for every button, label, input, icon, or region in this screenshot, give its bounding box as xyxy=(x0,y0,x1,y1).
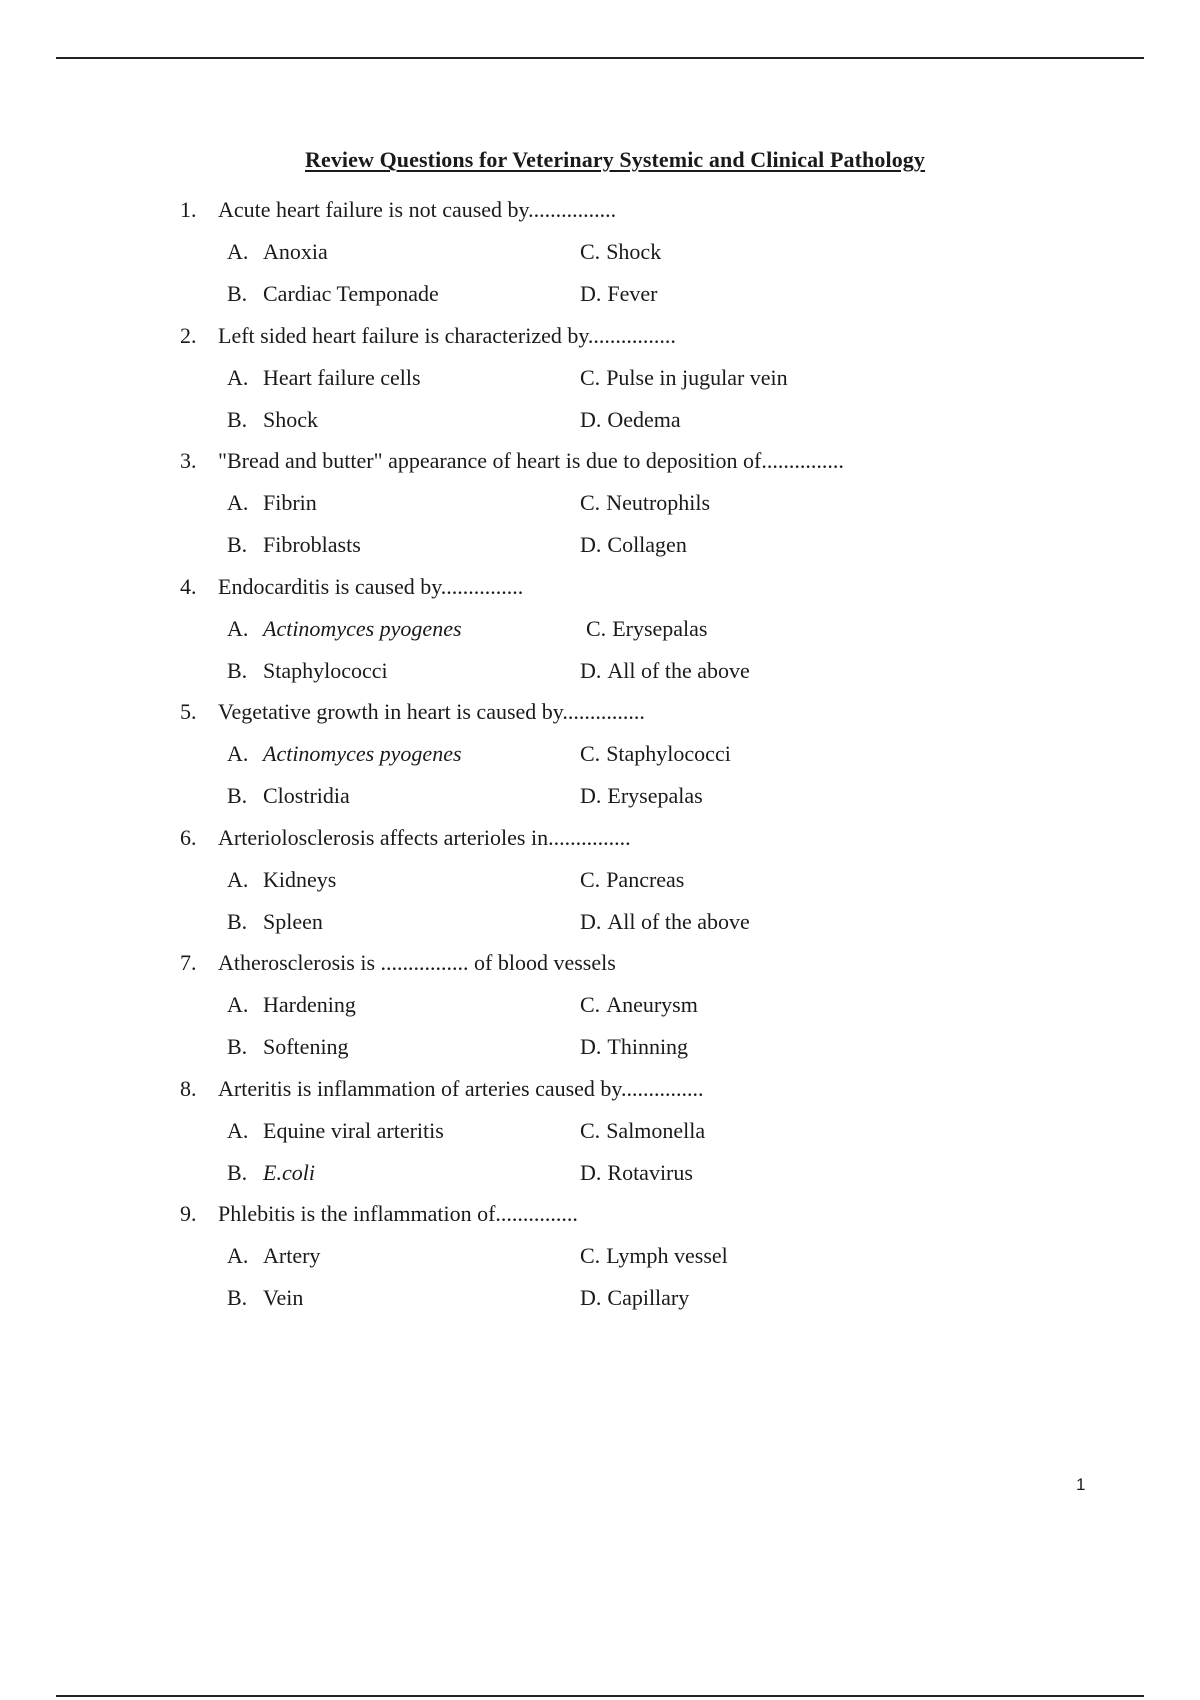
option-text: Fibrin xyxy=(263,490,317,515)
option-c xyxy=(580,240,661,264)
option-b xyxy=(227,1161,315,1185)
option-text: Clostridia xyxy=(263,783,350,808)
question-text: Phlebitis is the inflammation of............... xyxy=(218,1201,578,1226)
option-a xyxy=(227,742,462,766)
option-text: Staphylococci xyxy=(606,741,731,766)
option-letter: B. xyxy=(227,406,248,432)
question-stem xyxy=(180,449,844,473)
option-letter: C. xyxy=(580,239,601,264)
option-b xyxy=(227,910,323,934)
option-text: Shock xyxy=(263,406,318,432)
option-text: Hardening xyxy=(263,992,356,1017)
option-letter: B. xyxy=(227,783,248,808)
option-text: All of the above xyxy=(607,908,750,934)
option-letter: A. xyxy=(227,490,249,515)
option-b xyxy=(227,282,439,306)
question-number: 2. xyxy=(180,322,197,348)
option-letter: C. xyxy=(580,364,601,390)
option-text: Neutrophils xyxy=(606,490,711,515)
option-b xyxy=(227,659,388,683)
option-text: Heart failure cells xyxy=(263,364,421,390)
option-letter: D. xyxy=(580,783,602,808)
option-text: Salmonella xyxy=(606,1117,706,1143)
question-number: 5. xyxy=(180,699,197,724)
option-letter: B. xyxy=(227,657,248,683)
option-c xyxy=(580,491,710,515)
option-letter: B. xyxy=(227,281,248,306)
question-3 xyxy=(180,449,1080,575)
question-4 xyxy=(180,575,1080,701)
option-text: Actinomyces pyogenes xyxy=(263,615,462,641)
option-c xyxy=(586,617,707,641)
question-stem xyxy=(180,700,645,724)
option-c xyxy=(580,993,698,1017)
option-a xyxy=(227,491,317,515)
question-number: 9. xyxy=(180,1201,197,1226)
option-d xyxy=(580,1286,689,1310)
option-text: Actinomyces pyogenes xyxy=(263,741,462,766)
option-text: Thinning xyxy=(607,1034,689,1059)
option-letter: D. xyxy=(580,532,602,557)
option-letter: A. xyxy=(227,741,249,766)
option-text: All of the above xyxy=(607,657,750,683)
option-d xyxy=(580,408,681,432)
option-b xyxy=(227,408,318,432)
option-text: Cardiac Temponade xyxy=(263,281,439,306)
option-c xyxy=(580,366,788,390)
option-letter: D. xyxy=(580,1285,602,1310)
question-8 xyxy=(180,1077,1080,1203)
option-a xyxy=(227,993,356,1017)
option-a xyxy=(227,240,328,264)
option-letter: C. xyxy=(586,615,607,641)
option-letter: C. xyxy=(580,866,601,892)
option-text: Pulse in jugular vein xyxy=(606,364,788,390)
option-text: Fibroblasts xyxy=(263,532,361,557)
option-letter: B. xyxy=(227,908,248,934)
option-letter: A. xyxy=(227,615,249,641)
option-text: Rotavirus xyxy=(607,1159,693,1185)
question-stem xyxy=(180,1077,704,1101)
option-b xyxy=(227,1286,303,1310)
question-7 xyxy=(180,951,1080,1077)
option-letter: C. xyxy=(580,992,601,1017)
question-9 xyxy=(180,1202,1080,1328)
question-number: 8. xyxy=(180,1075,197,1101)
option-letter: C. xyxy=(580,1117,601,1143)
option-letter: B. xyxy=(227,532,248,557)
option-d xyxy=(580,659,750,683)
option-text: Fever xyxy=(607,281,658,306)
option-text: Pancreas xyxy=(606,866,685,892)
option-a xyxy=(227,366,421,390)
option-text: Equine viral arteritis xyxy=(263,1117,444,1143)
option-c xyxy=(580,1244,728,1268)
option-letter: D. xyxy=(580,1034,602,1059)
option-b xyxy=(227,1035,349,1059)
question-6 xyxy=(180,826,1080,952)
question-number: 4. xyxy=(180,573,197,599)
question-2 xyxy=(180,324,1080,450)
option-letter: A. xyxy=(227,364,249,390)
option-d xyxy=(580,282,657,306)
option-letter: A. xyxy=(227,866,249,892)
option-letter: D. xyxy=(580,657,602,683)
option-letter: A. xyxy=(227,1117,249,1143)
question-stem xyxy=(180,324,676,348)
option-text: Shock xyxy=(606,239,662,264)
question-text: Atherosclerosis is ................ of blood vessels xyxy=(218,950,616,975)
question-number: 3. xyxy=(180,448,197,473)
option-letter: A. xyxy=(227,239,249,264)
option-text: Aneurysm xyxy=(606,992,698,1017)
option-text: Anoxia xyxy=(263,239,328,264)
question-number: 7. xyxy=(180,950,197,975)
top-rule xyxy=(56,57,1144,59)
question-stem xyxy=(180,575,523,599)
question-stem xyxy=(180,198,616,222)
option-b xyxy=(227,533,361,557)
option-text: Staphylococci xyxy=(263,657,388,683)
option-b xyxy=(227,784,350,808)
option-text: Spleen xyxy=(263,908,323,934)
option-c xyxy=(580,742,731,766)
question-text: Left sided heart failure is characterized by................ xyxy=(218,322,676,348)
question-1 xyxy=(180,198,1080,324)
question-list xyxy=(180,198,1080,1328)
question-text: "Bread and butter" appearance of heart is due to deposition of............... xyxy=(218,448,844,473)
page-number: 1 xyxy=(1076,1475,1086,1494)
option-letter: D. xyxy=(580,281,602,306)
bottom-rule xyxy=(56,1695,1144,1697)
option-letter: C. xyxy=(580,490,601,515)
option-text: Lymph vessel xyxy=(606,1243,728,1268)
option-text: Erysepalas xyxy=(607,783,703,808)
option-text: Artery xyxy=(263,1243,321,1268)
option-text: Oedema xyxy=(607,406,681,432)
option-d xyxy=(580,1161,693,1185)
option-text: Capillary xyxy=(607,1285,690,1310)
question-text: Endocarditis is caused by............... xyxy=(218,573,524,599)
question-text: Arteriolosclerosis affects arterioles in............... xyxy=(218,824,631,850)
option-a xyxy=(227,1119,444,1143)
option-text: E.coli xyxy=(263,1159,315,1185)
question-stem xyxy=(180,951,616,975)
option-text: Vein xyxy=(263,1285,304,1310)
option-a xyxy=(227,868,336,892)
question-number: 1. xyxy=(180,197,197,222)
option-d xyxy=(580,910,750,934)
option-letter: D. xyxy=(580,406,602,432)
option-c xyxy=(580,1119,705,1143)
question-stem xyxy=(180,1202,578,1226)
option-text: Collagen xyxy=(607,532,687,557)
option-letter: B. xyxy=(227,1159,248,1185)
option-c xyxy=(580,868,684,892)
question-stem xyxy=(180,826,631,850)
option-text: Softening xyxy=(263,1034,349,1059)
page-title: Review Questions for Veterinary Systemic and Clinical Pathology xyxy=(304,147,926,172)
option-letter: D. xyxy=(580,908,602,934)
option-d xyxy=(580,533,687,557)
option-letter: B. xyxy=(227,1285,248,1310)
option-letter: D. xyxy=(580,1159,602,1185)
option-letter: B. xyxy=(227,1034,248,1059)
option-letter: A. xyxy=(227,992,249,1017)
option-d xyxy=(580,1035,688,1059)
question-number: 6. xyxy=(180,824,197,850)
option-d xyxy=(580,784,703,808)
question-5 xyxy=(180,700,1080,826)
question-text: Acute heart failure is not caused by................ xyxy=(218,197,617,222)
question-text: Vegetative growth in heart is caused by............... xyxy=(218,699,645,724)
option-letter: C. xyxy=(580,741,601,766)
option-text: Kidneys xyxy=(263,866,337,892)
option-text: Erysepalas xyxy=(612,615,708,641)
option-a xyxy=(227,1244,320,1268)
question-text: Arteritis is inflammation of arteries caused by............... xyxy=(218,1075,704,1101)
option-letter: C. xyxy=(580,1243,601,1268)
option-letter: A. xyxy=(227,1243,249,1268)
option-a xyxy=(227,617,462,641)
